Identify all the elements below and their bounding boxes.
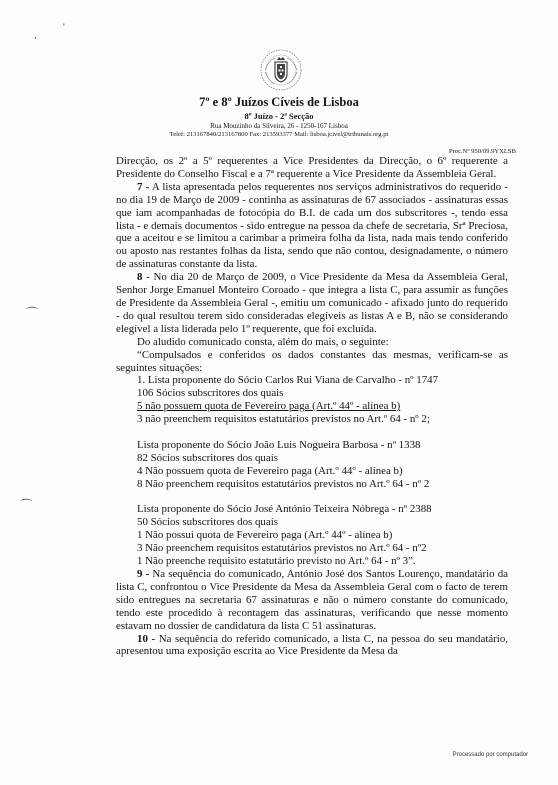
paragraph-number: 8 - (137, 271, 150, 284)
court-section: 8º Juízo - 2ª Secção (244, 111, 314, 121)
paragraph-number: 9 - (137, 567, 150, 580)
document-body (116, 155, 508, 658)
list-title: Lista proponente do Sócio João Luis Nogueira Barbosa - nº 1338 (137, 438, 421, 451)
margin-tick-mark: ⌒ (26, 306, 39, 320)
paragraph-text: Na sequência do comunicado, António José dos Santos Lourenço, mandatário da lista C, confrontou o Vice Presidente da Mesa da Assembleia Geral com o facto de terem sido entregues na secretaria 67 assinaturas e não o número constante do comunicado, tendo este procedido à recontagem das assinaturas, verificando que nesse momento estavam no dossier de candidatura da lista C 51 assinaturas. (116, 567, 508, 632)
process-reference: Proc.Nº 950/09.9YXLSB (448, 148, 516, 155)
list-item: 3 Não preenchem requisitos estatutários previstos no Art.º 64 - nº2 (137, 542, 427, 555)
footer-note: Processado por computador (452, 752, 528, 758)
list-item: 8 Não preenchem requisitos estatutários previstos no Art.º 64 - nº 2 (137, 477, 430, 490)
margin-tick-mark: ⌒ (20, 498, 33, 512)
list-item: 50 Sócios subscritores dos quais (137, 516, 278, 529)
margin-mark: ' (63, 22, 65, 32)
margin-mark: , (34, 30, 37, 40)
list-item: 4 Não possuem quota de Fevereiro paga (Art.º 44º - alínea b) (137, 464, 403, 477)
list-item: 1 Não possui quota de Fevereiro paga (Art.º 44º - alínea b) (137, 529, 393, 542)
quoted-statement: “Compulsados e conferidos os dados constantes das mesmas, verificam-se as seguintes situações: (116, 348, 508, 374)
list-item: 3 não preenchem requisitos estatutários previstos no Art.º 64 - nº 2; (137, 413, 430, 426)
list-title: 1. Lista proponente do Sócio Carlos Rui Viana de Carvalho - nº 1747 (137, 374, 439, 387)
court-address: Rua Mouzinho da Silveira, 26 - 1250-167 Lisboa (210, 122, 348, 130)
paragraph-9 (116, 568, 508, 633)
court-contacts: Telef: 213167840/213167800 Fax: 213593377 Mail: lisboa.jcivel@tribunais.org.pt (169, 131, 389, 138)
paragraph-number: 7 - (137, 180, 150, 193)
list-item: 106 Sócios subscritores dos quais (137, 387, 284, 400)
paragraph-text: Na sequência do referido comunicado, a lista C, na pessoa do seu mandatário, apresentou uma exposição escrita ao Vice Presidente da Mesa da (116, 632, 508, 658)
paragraph: Direcção, os 2º a 5º requerentes a Vice Presidentes da Direcção, o 6º requerente a Presidente do Conselho Fiscal e a 7ª requerente a Vice Presidente da Assembleia Geral. (116, 155, 508, 180)
court-title: 7º e 8º Juízos Cíveis de Lisboa (199, 95, 359, 109)
coat-of-arms-emblem (259, 48, 303, 92)
list-item: 5 não possuem quota de Fevereiro paga (Art.º 44º - alínea b) (137, 400, 401, 413)
list-title: Lista proponente do Sócio José António Teixeira Nóbrega - nº 2388 (137, 503, 432, 516)
paragraph-text: No dia 20 de Março de 2009, o Vice Presidente da Mesa da Assembleia Geral, Senhor Jorge Emanuel Monteiro Coroado - que integra a lista C, para assumir as funções de Presidente da Assembleia Geral -, emitiu um comunicado - afixado junto do requerido - do qual resultou terem sido consideradas elegíveis as listas A e B, não se considerando elegível a lista liderada pelo 1º requerente, que foi excluída. (116, 271, 508, 335)
paragraph-7 (116, 181, 508, 271)
paragraph: Do aludido comunicado consta, além do mais, o seguinte: (137, 335, 389, 348)
list-item: 1 Não preenche requisito estatutário previsto no Art.º 64 - nº 3”. (137, 555, 416, 568)
paragraph-number: 10 - (137, 632, 156, 645)
paragraph-10 (116, 633, 508, 659)
list-item: 82 Sócios subscritores dos quais (137, 451, 278, 464)
paragraph-text: A lista apresentada pelos requerentes nos serviços administrativos do requerido - no dia 19 de Março de 2009 - continha as assinaturas de 67 associados - assinaturas essas que iam acompanhadas de fotocópia do B.I. de cada um dos subscritores -, tendo essa lista - e demais documentos - sido entregue na pessoa da chefe de secretaria, Srª Preciosa, que a aceitou e se limitou a carimbar a primeira folha da lista, nada mais tendo conferido ou aposto nas restantes folhas da lista, sendo que não contou, designadamente, o número de assinaturas constante da lista. (116, 180, 509, 271)
paragraph-8 (116, 271, 508, 336)
